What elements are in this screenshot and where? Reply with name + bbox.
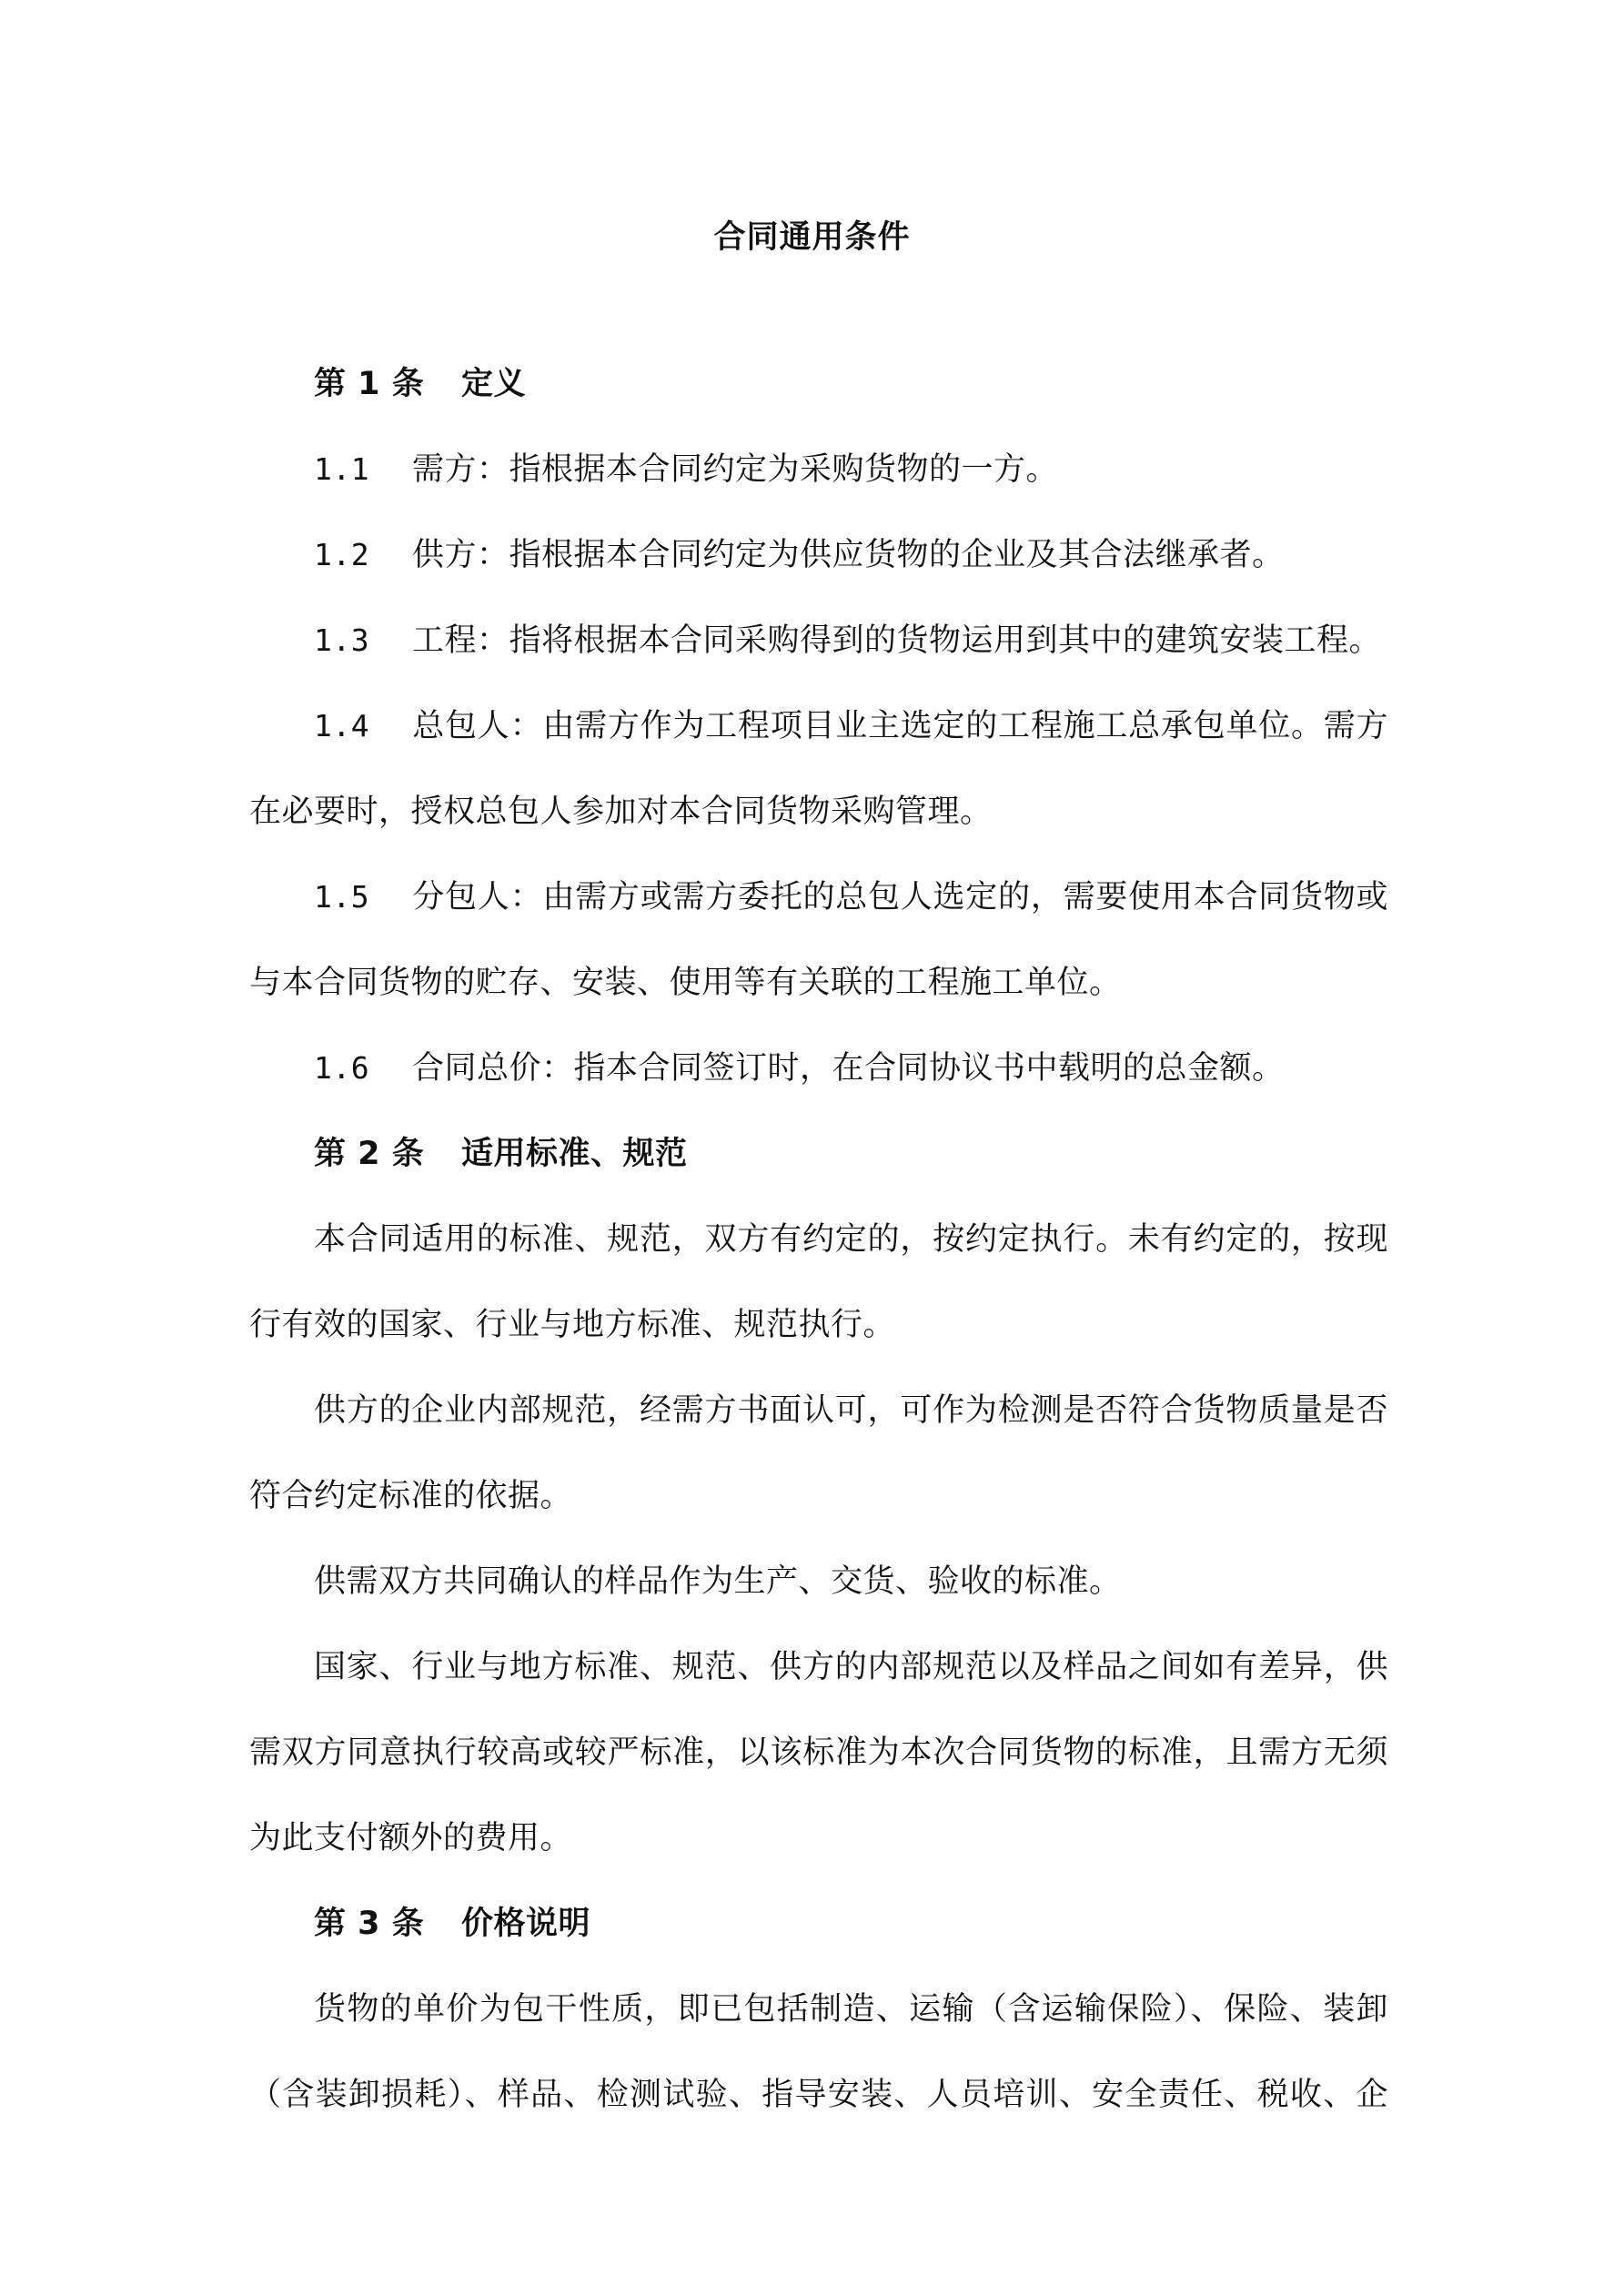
clause-1-2 (249, 512, 1388, 598)
document-title: 合同通用条件 (713, 219, 911, 256)
clause-text: 分包人：由需方或需方委托的总包人选定的，需要使用本合同货物或 (412, 879, 1388, 915)
article-1-heading (249, 341, 1388, 427)
clause-1-6 (249, 1026, 1388, 1111)
article-2-paragraph-1: 本合同适用的标准、规范，双方有约定的，按约定执行。未有约定的，按现 (314, 1221, 1388, 1258)
clause-number: 1.3 (314, 622, 370, 658)
clause-1-1 (249, 427, 1388, 512)
article-3-title: 价格说明 (461, 1906, 591, 1942)
article-2-paragraph-3: 供需双方共同确认的样品作为生产、交货、验收的标准。 (314, 1563, 1122, 1600)
clause-number: 1.1 (314, 451, 370, 487)
article-3-heading (249, 1881, 1388, 1967)
article-2-paragraph-4: 国家、行业与地方标准、规范、供方的内部规范以及样品之间如有差异，供 (314, 1649, 1388, 1685)
clause-number: 1.5 (314, 879, 370, 915)
clause-text: 工程：指将根据本合同采购得到的货物运用到其中的建筑安装工程。 (412, 622, 1382, 659)
clause-1-3 (249, 598, 1388, 683)
article-1-label: 第 1 条 (314, 366, 425, 402)
clause-text: 总包人：由需方作为工程项目业主选定的工程施工总承包单位。需方 (412, 708, 1388, 744)
clause-text: 供方：指根据本合同约定为供应货物的企业及其合法继承者。 (412, 537, 1285, 573)
document-body (249, 341, 1388, 2138)
clause-text: 合同总价：指本合同签订时，在合同协议书中载明的总金额。 (412, 1050, 1285, 1087)
clause-number: 1.2 (314, 537, 370, 572)
article-2-paragraph-2: 供方的企业内部规范，经需方书面认可，可作为检测是否符合货物质量是否 (314, 1392, 1388, 1429)
clause-number: 1.4 (314, 708, 370, 743)
article-2-label: 第 2 条 (314, 1136, 425, 1172)
article-2-heading (249, 1111, 1388, 1197)
article-2-paragraph-2-continued: 符合约定标准的依据。 (249, 1478, 573, 1514)
clause-1-4-continued: 在必要时，授权总包人参加对本合同货物采购管理。 (249, 794, 993, 830)
article-2-title: 适用标准、规范 (461, 1136, 688, 1172)
clause-1-5-continued: 与本合同货物的贮存、安装、使用等有关联的工程施工单位。 (249, 965, 1122, 1001)
article-3-paragraph-1: 货物的单价为包干性质，即已包括制造、运输（含运输保险）、保险、装卸 (314, 1991, 1388, 2028)
clause-1-5 (249, 855, 1388, 940)
article-1-title: 定义 (461, 366, 527, 402)
article-2-paragraph-4-continued: 需双方同意执行较高或较严标准，以该标准为本次合同货物的标准，且需方无须 (249, 1735, 1388, 1771)
clause-text: 需方：指根据本合同约定为采购货物的一方。 (412, 451, 1059, 488)
clause-1-4 (249, 683, 1388, 769)
article-3-paragraph-1-continued: （含装卸损耗）、样品、检测试验、指导安装、人员培训、安全责任、税收、企 (249, 2077, 1388, 2113)
article-2-paragraph-4-end: 为此支付额外的费用。 (249, 1820, 573, 1856)
article-3-label: 第 3 条 (314, 1906, 425, 1942)
article-2-paragraph-1-continued: 行有效的国家、行业与地方标准、规范执行。 (249, 1307, 896, 1343)
clause-number: 1.6 (314, 1050, 370, 1086)
